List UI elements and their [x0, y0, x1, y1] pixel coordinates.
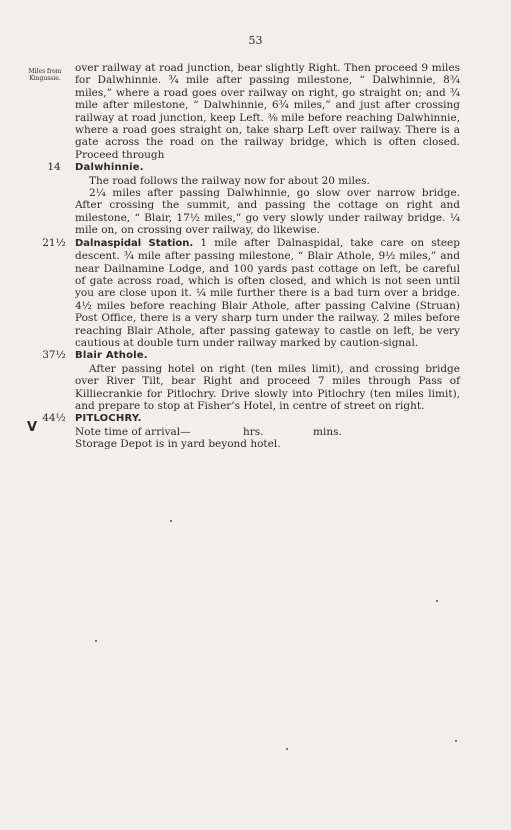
paper-speck — [170, 520, 172, 522]
opening-paragraph: over railway at road junction, bear slightly Right. Then proceed 9 miles for Dalwhinnie. ¾ mile after passing milestone, “ Dalwhinnie, 8¾ miles,” where a road goes over railway on right, go straight on; and ¾ mile after milestone, “ Dalwhinnie, 6¾ miles,” and just after crossing railway at road junction, keep Left. ⅜ mile before reaching Dalwhinnie, where a road goes straight on, take sharp Left over railway. There is a gate across the road on the railway bridge, which is often closed. Proceed through — [75, 62, 460, 161]
entry-pitlochry — [42, 412, 460, 451]
arrival-label: Note time of arrival— — [75, 425, 191, 438]
arrival-row — [75, 426, 460, 438]
storage-note: Storage Depot is in yard beyond hotel. — [75, 438, 281, 451]
mile-marker: 14 — [47, 161, 61, 174]
paper-speck — [436, 600, 438, 602]
entry-heading: Dalwhinnie. — [75, 162, 144, 174]
mile-marker: 21½ — [42, 236, 66, 249]
entry-heading: Blair Athole. — [75, 350, 148, 362]
mile-marker: 44½ — [42, 412, 66, 425]
arrival-mins: mins. — [313, 425, 342, 438]
paper-speck — [286, 748, 288, 750]
arrival-hrs: hrs. — [243, 425, 264, 438]
paper-speck — [95, 640, 97, 642]
mile-marker: 37½ — [42, 349, 66, 362]
entry-paragraph: 1 mile after Dalnaspidal, take care on steep descent. ¾ mile after passing milestone, “ Blair Athole, 9½ miles,” and near Dailnamine Lodge, and 100 yards past cottage on left, be careful of gate across road, which is often closed, and which is not seen until you are close upon it. ¼ mile further there is a bad turn over a bridge. 4½ miles before reaching Blair Athole, after passing Calvine (Struan) Post Office, there is a very sharp turn under the railway. 2 miles before reaching Blair Athole, after passing gateway to castle on left, be very cautious at double turn under railway marked by caution-signal. — [75, 236, 460, 349]
paper-speck — [455, 740, 457, 742]
entry-paragraph: The road follows the railway now for about 20 miles. — [89, 174, 370, 187]
entry-paragraph: 2¼ miles after passing Dalwhinnie, go slow over narrow bridge. After crossing the summit, and passing the cottage on right and milestone, “ Blair, 17½ miles,” go very slowly under railway bridge. ¼ mile on, on crossing over railway, do likewise. — [75, 187, 460, 237]
entry-dalnaspidal — [42, 236, 460, 350]
margin-label-miles-from-kingussie: Miles from Kingussie. — [28, 68, 62, 82]
entry-paragraph: After passing hotel on right (ten miles limit), and crossing bridge over River Tilt, bear Right and proceed 7 miles through Pass of Killiecrankie for Pitlochry. Drive slowly into Pitlochry (ten miles limit), and prepare to stop at Fisher’s Hotel, in centre of street on right. — [75, 362, 460, 412]
entry-dalwhinnie — [47, 161, 460, 237]
entry-heading: Dalnaspidal Station. — [75, 237, 194, 249]
check-mark: V — [27, 420, 38, 435]
entry-heading: PITLOCHRY. — [75, 413, 142, 425]
page-number: 53 — [248, 34, 263, 47]
entry-blair-athole — [42, 349, 460, 412]
